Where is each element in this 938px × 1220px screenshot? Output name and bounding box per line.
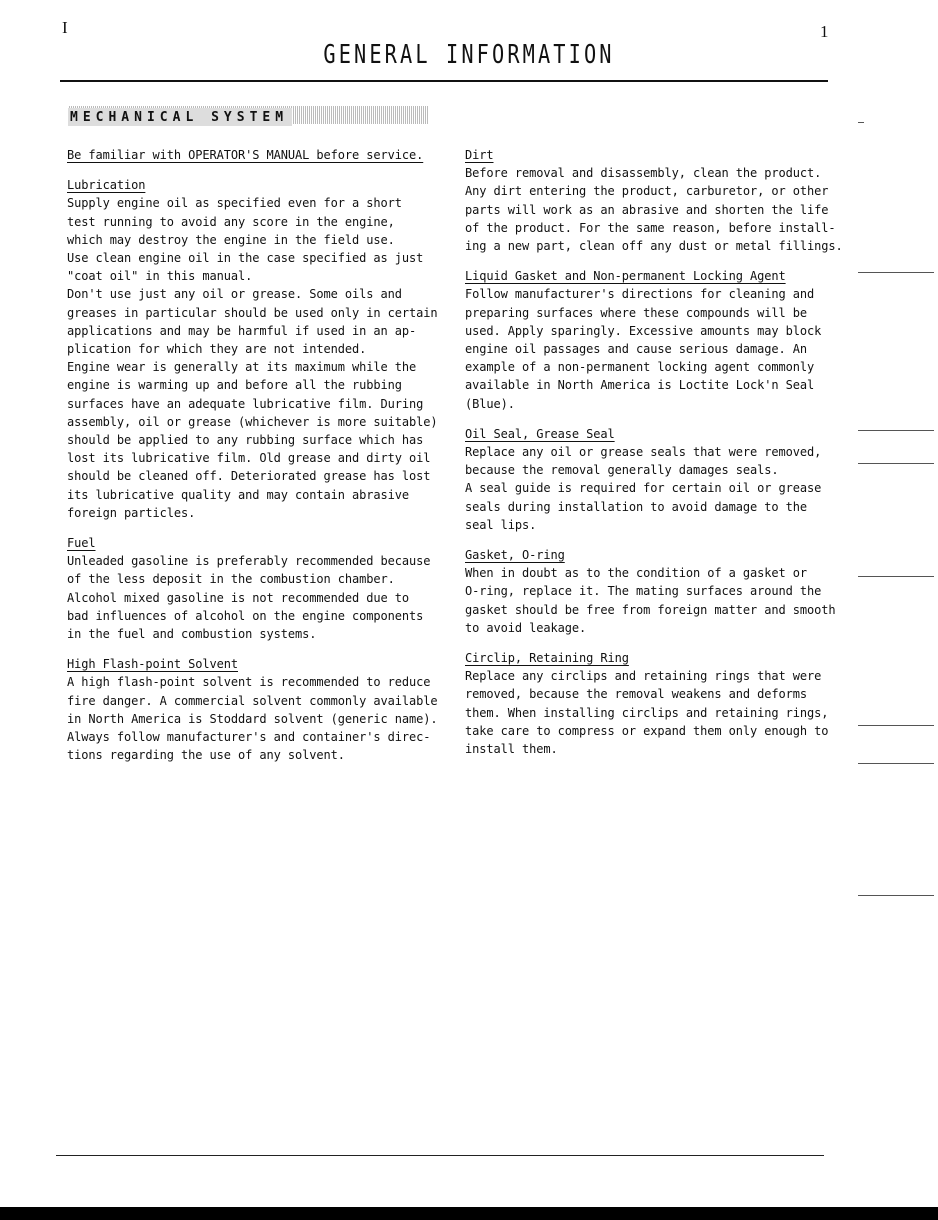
body-line: surfaces have an adequate lubricative film. During bbox=[67, 396, 424, 411]
body-line: Alcohol mixed gasoline is not recommended due to bbox=[67, 590, 409, 605]
title-rule bbox=[60, 80, 828, 82]
body-line: which may destroy the engine in the field use. bbox=[67, 232, 395, 247]
body-line: Supply engine oil as specified even for a short bbox=[67, 196, 402, 211]
margin-mark bbox=[858, 122, 864, 123]
scan-edge bbox=[0, 1207, 938, 1220]
body-line: bad influences of alcohol on the engine components bbox=[67, 608, 424, 623]
body-line: install them. bbox=[465, 742, 558, 757]
body-line: take care to compress or expand them only enough to bbox=[465, 723, 829, 738]
body-line: in the fuel and combustion systems. bbox=[67, 627, 317, 642]
body-line: foreign particles. bbox=[67, 505, 196, 520]
body-line: available in North America is Loctite Lock'n Seal bbox=[465, 378, 815, 393]
body-line: "coat oil" in this manual. bbox=[67, 269, 253, 284]
left-column bbox=[67, 146, 437, 765]
body-line: fire danger. A commercial solvent commonly available bbox=[67, 693, 438, 708]
subsection-heading: High Flash-point Solvent bbox=[67, 657, 238, 672]
body-line: O-ring, replace it. The mating surfaces around the bbox=[465, 584, 822, 599]
subsection-heading: Lubrication bbox=[67, 178, 146, 193]
body-line: plication for which they are not intended. bbox=[67, 342, 367, 357]
margin-mark bbox=[858, 895, 934, 896]
body-line: gasket should be free from foreign matter and smooth bbox=[465, 602, 836, 617]
footer-rule bbox=[56, 1155, 824, 1156]
body-line: Don't use just any oil or grease. Some oils and bbox=[67, 287, 402, 302]
body-line: ing a new part, clean off any dust or metal fillings. bbox=[465, 239, 843, 254]
body-line: parts will work as an abrasive and shorten the life bbox=[465, 202, 829, 217]
body-line: test running to avoid any score in the engine, bbox=[67, 214, 395, 229]
body-line: (Blue). bbox=[465, 396, 515, 411]
body-line: removed, because the removal weakens and deforms bbox=[465, 687, 807, 702]
body-line: tions regarding the use of any solvent. bbox=[67, 748, 345, 763]
body-line: Engine wear is generally at its maximum while the bbox=[67, 360, 417, 375]
body-line: seals during installation to avoid damage to the bbox=[465, 499, 807, 514]
page-title: GENERAL INFORMATION bbox=[323, 40, 615, 70]
body-line: Before removal and disassembly, clean the product. bbox=[465, 166, 822, 181]
body-line: because the removal generally damages seals. bbox=[465, 463, 779, 478]
page-number: 1 bbox=[820, 22, 829, 41]
subsection-heading: Fuel bbox=[67, 536, 96, 551]
right-sections bbox=[465, 146, 843, 758]
body-line: of the product. For the same reason, before install- bbox=[465, 220, 836, 235]
margin-mark bbox=[858, 430, 934, 431]
body-line: Always follow manufacturer's and container's direc- bbox=[67, 730, 431, 745]
body-line: its lubricative quality and may contain abrasive bbox=[67, 487, 409, 502]
section-heading: MECHANICAL SYSTEM bbox=[68, 108, 292, 126]
body-line: of the less deposit in the combustion chamber. bbox=[67, 572, 395, 587]
section-marker: I bbox=[62, 18, 68, 37]
body-line: example of a non-permanent locking agent commonly bbox=[465, 360, 815, 375]
body-line: should be applied to any rubbing surface which has bbox=[67, 433, 424, 448]
body-line: Any dirt entering the product, carburetor, or other bbox=[465, 184, 829, 199]
section-heading-band bbox=[68, 106, 428, 124]
body-line: assembly, oil or grease (whichever is more suitable) bbox=[67, 414, 438, 429]
margin-mark bbox=[858, 725, 934, 726]
subsection-heading: Dirt bbox=[465, 148, 494, 162]
right-column bbox=[465, 146, 843, 758]
body-line: greases in particular should be used only in certain bbox=[67, 305, 438, 320]
body-line: engine oil passages and cause serious damage. An bbox=[465, 342, 807, 357]
body-line: Replace any oil or grease seals that were removed, bbox=[465, 445, 822, 460]
body-line: should be cleaned off. Deteriorated grease has lost bbox=[67, 469, 431, 484]
margin-mark bbox=[858, 576, 934, 577]
body-line: them. When installing circlips and retaining rings, bbox=[465, 705, 829, 720]
margin-mark bbox=[858, 463, 934, 464]
body-line: engine is warming up and before all the rubbing bbox=[67, 378, 402, 393]
body-line: Replace any circlips and retaining rings that were bbox=[465, 669, 822, 684]
body-line: Unleaded gasoline is preferably recommended because bbox=[67, 554, 431, 569]
body-line: in North America is Stoddard solvent (generic name). bbox=[67, 711, 438, 726]
body-line: applications and may be harmful if used in an ap- bbox=[67, 323, 417, 338]
subsection-heading: Circlip, Retaining Ring bbox=[465, 651, 629, 666]
body-line: to avoid leakage. bbox=[465, 620, 587, 635]
margin-mark bbox=[858, 272, 934, 273]
body-line: used. Apply sparingly. Excessive amounts may block bbox=[465, 323, 822, 338]
body-line: Follow manufacturer's directions for cleaning and bbox=[465, 287, 815, 302]
left-sections bbox=[67, 176, 437, 764]
body-line: preparing surfaces where these compounds will be bbox=[465, 305, 807, 320]
subsection-heading: Gasket, O-ring bbox=[465, 548, 565, 563]
body-line: Use clean engine oil in the case specified as just bbox=[67, 251, 424, 266]
body-line: seal lips. bbox=[465, 517, 537, 532]
subsection-heading: Liquid Gasket and Non-permanent Locking Agent bbox=[465, 269, 786, 284]
body-line: lost its lubricative film. Old grease and dirty oil bbox=[67, 451, 431, 466]
service-note: Be familiar with OPERATOR'S MANUAL before service. bbox=[67, 148, 424, 162]
body-line: A seal guide is required for certain oil or grease bbox=[465, 481, 822, 496]
body-line: When in doubt as to the condition of a gasket or bbox=[465, 566, 807, 581]
subsection-heading: Oil Seal, Grease Seal bbox=[465, 426, 615, 441]
body-line: A high flash-point solvent is recommended to reduce bbox=[67, 675, 431, 690]
margin-mark bbox=[858, 763, 934, 764]
